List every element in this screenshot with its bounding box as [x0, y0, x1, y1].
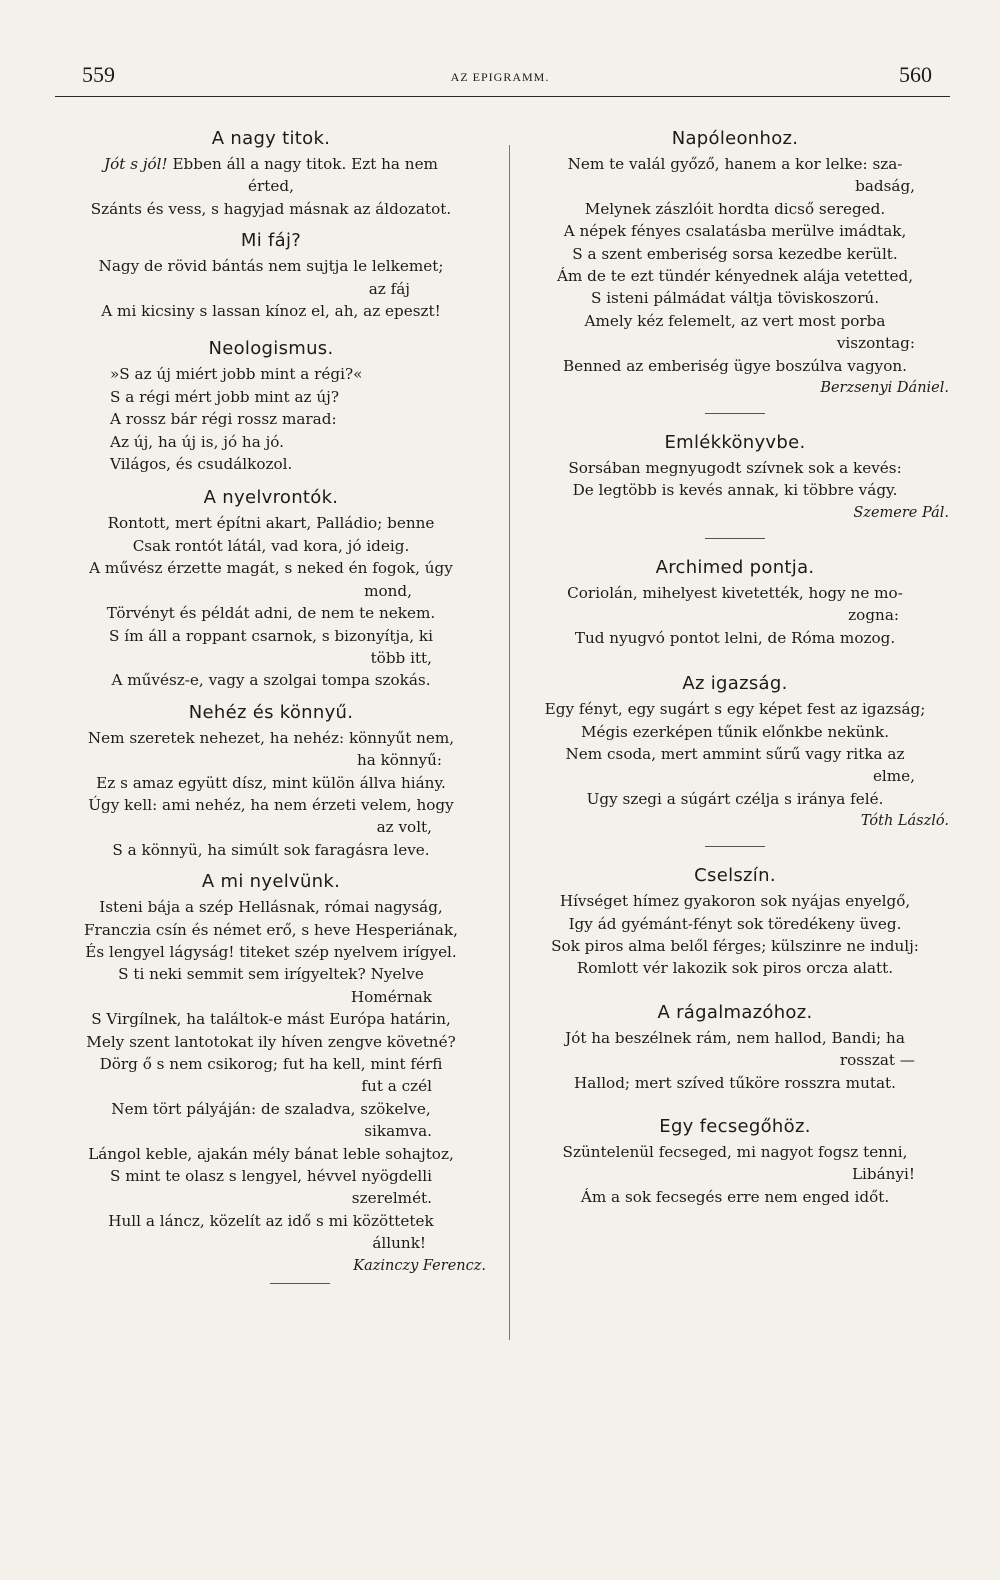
poem-line: Nem szeretek nehezet, ha nehéz: könnyűt nem, [87, 728, 455, 747]
column-divider [509, 145, 510, 1340]
poem-title: Emlékkönyvbe. [664, 432, 806, 454]
poem-line: S a szent emberiség sorsa kezedbe került. [572, 244, 898, 263]
poem-line: Sorsában megnyugodt szívnek sok a kevés: [568, 459, 902, 478]
poem-line: S a régi mért jobb mint az új? [110, 387, 339, 406]
poem-a-ragalmazohoz [515, 1002, 955, 1094]
left-column [50, 128, 492, 1284]
poem-line: Mely szent lantotokat ily híven zengve követné? [86, 1032, 456, 1051]
poem-line: Mégis ezerképen tűnik előnkbe nekünk. [580, 722, 890, 741]
poem-line: S ti neki semmit sem irígyeltek? Nyelve [118, 965, 424, 984]
poem-line: Isteni bája a szép Hellásnak, római nagyság, [99, 898, 443, 917]
poem-line: szerelmét. [351, 1189, 432, 1208]
poem-a-nyelvrontok [50, 487, 492, 691]
poem-line: Dörg ő s nem csikorog; fut ha kell, mint férfi [99, 1055, 443, 1073]
poem-line: Ugy szegi a súgárt czélja s iránya felé. [586, 789, 884, 808]
right-page-number: 560 [899, 62, 932, 87]
header-rule [55, 96, 950, 97]
poem-line: Szánts és vess, s hagyjad másnak az áldozatot. [90, 199, 452, 218]
poem-line: Nem csoda, mert ammint sűrű vagy ritka az [565, 744, 905, 763]
poem-line: állunk! [372, 1234, 426, 1253]
poem-line: Csak rontót látál, vad kora, jó ideig. [132, 536, 410, 555]
poem-title: A nagy titok. [211, 128, 331, 149]
poem-line: S isteni pálmádat váltja töviskoszorú. [590, 289, 880, 308]
poem-title: Mi fáj? [240, 230, 302, 252]
poem-author: Tóth László. [860, 813, 949, 830]
poem-az-igazsag [515, 673, 955, 832]
poem-line: De legtöbb is kevés annak, ki többre vágy. [572, 481, 898, 500]
poem-line: Melynek zászlóit hordta dicső sereged. [584, 199, 886, 218]
poem-title: Az igazság. [682, 673, 788, 695]
poem-line: az volt, [376, 818, 432, 837]
poem-a-mi-nyelvunk [50, 871, 492, 1284]
poem-line: Hallod; mert szíved tűköre rosszra mutat. [574, 1073, 896, 1092]
poem-author: Berzsenyi Dániel. [820, 380, 949, 397]
poem-title: A nyelvrontók. [203, 487, 339, 509]
poem-line: S Virgílnek, ha találtok-e mást Európa határin, [91, 1010, 451, 1029]
poem-line: Romlott vér lakozik sok piros orcza alatt. [576, 959, 894, 978]
poem-line: A mi kicsiny s lassan kínoz el, ah, az epeszt! [101, 302, 441, 321]
poem-line: érted, [248, 177, 294, 196]
poem-archimed-pontja [515, 557, 955, 649]
right-column [515, 128, 955, 1208]
poem-line: Úgy kell: ami nehéz, ha nem érzeti velem, hogy [88, 795, 454, 814]
poem-title: Nehéz és könnyű. [188, 701, 354, 723]
poem-line: Szüntelenül fecseged, mi nagyot fogsz tenni, [562, 1142, 908, 1161]
running-title: AZ EPIGRAMM. [450, 70, 550, 84]
poem-cselszin [515, 865, 955, 980]
poem-line: A rossz bár régi rossz marad: [110, 410, 337, 429]
poem-line-rest: Ebben áll a nagy titok. Ezt ha nem [167, 155, 438, 173]
poem-line: A művész-e, vagy a szolgai tompa szokás. [111, 671, 431, 690]
poem-line: Franczia csín és német erő, s heve Hesperiának, [84, 920, 458, 939]
poem-author: Kazinczy Ferencz. [353, 1257, 486, 1274]
section-separator [705, 846, 765, 847]
section-separator [270, 1283, 330, 1284]
section-separator [705, 538, 765, 539]
poem-line: Törvényt és példát adni, de nem te nekem. [106, 604, 436, 623]
poem-line: viszontag: [836, 334, 915, 353]
poem-line: több itt, [370, 648, 432, 667]
poem-line: az fáj [368, 279, 410, 298]
poem-line: Az új, ha új is, jó ha jó. [110, 432, 284, 451]
poem-egy-fecsegohoz [515, 1116, 955, 1208]
poem-neologismus [50, 338, 492, 475]
poem-line: Ám de te ezt tündér kényednek alája vetetted, [556, 267, 914, 286]
italic-phrase: Jót s jól! [104, 155, 168, 173]
poem-line [50, 153, 492, 175]
poem-line: És lengyel lágyság! titeket szép nyelvem irígyel. [85, 942, 457, 961]
poem-line: mond, [364, 581, 412, 600]
poem-line: Nem te valál győző, hanem a kor lelke: sza- [567, 155, 903, 173]
poem-title: Egy fecsegőhöz. [659, 1115, 811, 1137]
poem-a-nagy-titok [50, 128, 492, 220]
poem-line: S a könnyü, ha simúlt sok faragásra leve. [112, 840, 430, 859]
poem-title: A mi nyelvünk. [201, 871, 341, 893]
poem-line: S mint te olasz s lengyel, hévvel nyögdelli [110, 1167, 432, 1186]
poem-line: Tud nyugvó pontot lelni, de Róma mozog. [574, 628, 896, 647]
poem-line: Lángol keble, ajakán mély bánat leble sohajtoz, [88, 1144, 454, 1163]
poem-line: Coriolán, mihelyest kivetették, hogy ne mo- [567, 583, 903, 602]
poem-title: A rágalmazóhoz. [657, 1001, 813, 1023]
poem-emlekkonyvbe [515, 432, 955, 524]
poem-line: ha könnyű: [356, 751, 442, 770]
page-header [50, 62, 950, 96]
poem-napoleonhoz [515, 128, 955, 399]
poem-line: Ez s amaz együtt dísz, mint külön állva hiány. [96, 773, 446, 792]
poem-title: Neologismus. [208, 338, 334, 360]
poem-line: Jót ha beszélnek rám, nem hallod, Bandi; ha [565, 1028, 905, 1047]
poem-line: Egy fényt, egy sugárt s egy képet fest az igazság; [544, 700, 926, 719]
left-page-number: 559 [82, 62, 115, 87]
poem-mi-faj [50, 230, 492, 322]
poem-line: rosszat — [839, 1051, 915, 1070]
poem-line: Hívséget hímez gyakoron sok nyájas enyelgő, [559, 892, 911, 911]
poem-line: zogna: [848, 606, 899, 625]
poem-line: Igy ád gyémánt-fényt sok töredékeny üveg. [568, 914, 902, 933]
poem-line: sikamva. [364, 1122, 432, 1141]
poem-line: Rontott, mert építni akart, Palládio; benne [107, 514, 435, 533]
poem-line: A művész érzette magát, s neked én fogok, úgy [89, 559, 453, 578]
poem-line: S ím áll a roppant csarnok, s bizonyítja, ki [109, 626, 433, 645]
poem-title: Archimed pontja. [655, 556, 815, 578]
poem-line: fut a czél [361, 1077, 432, 1096]
poem-nehez-es-konnyu [50, 702, 492, 861]
poem-line: Nem tört pályáján: de szaladva, szökelve, [111, 1099, 431, 1118]
poem-line: Ám a sok fecsegés erre nem enged időt. [580, 1187, 890, 1206]
poem-line: Nagy de rövid bántás nem sujtja le lelkemet; [98, 257, 444, 276]
poem-line: Világos, és csudálkozol. [110, 455, 293, 474]
poem-line: Homérnak [350, 987, 432, 1006]
poem-title: Cselszín. [694, 865, 776, 887]
poem-author: Szemere Pál. [853, 504, 949, 521]
poem-line: Benned az emberiség ügye boszúlva vagyon. [562, 356, 908, 375]
poem-line: elme, [872, 767, 915, 786]
poem-line: badság, [855, 177, 915, 196]
poem-line: Amely kéz felemelt, az vert most porba [584, 311, 886, 330]
poem-line: Hull a láncz, közelít az idő s mi közöttetek [108, 1211, 434, 1230]
poem-title: Napóleonhoz. [671, 128, 799, 149]
section-separator [705, 413, 765, 414]
poem-line: A népek fényes csalatásba merülve imádtak, [563, 222, 907, 241]
poem-line: Sok piros alma belől férges; külszinre ne indulj: [551, 936, 919, 955]
poem-line: »S az új miért jobb mint a régi?« [110, 365, 363, 384]
poem-line: Libányi! [851, 1165, 915, 1184]
